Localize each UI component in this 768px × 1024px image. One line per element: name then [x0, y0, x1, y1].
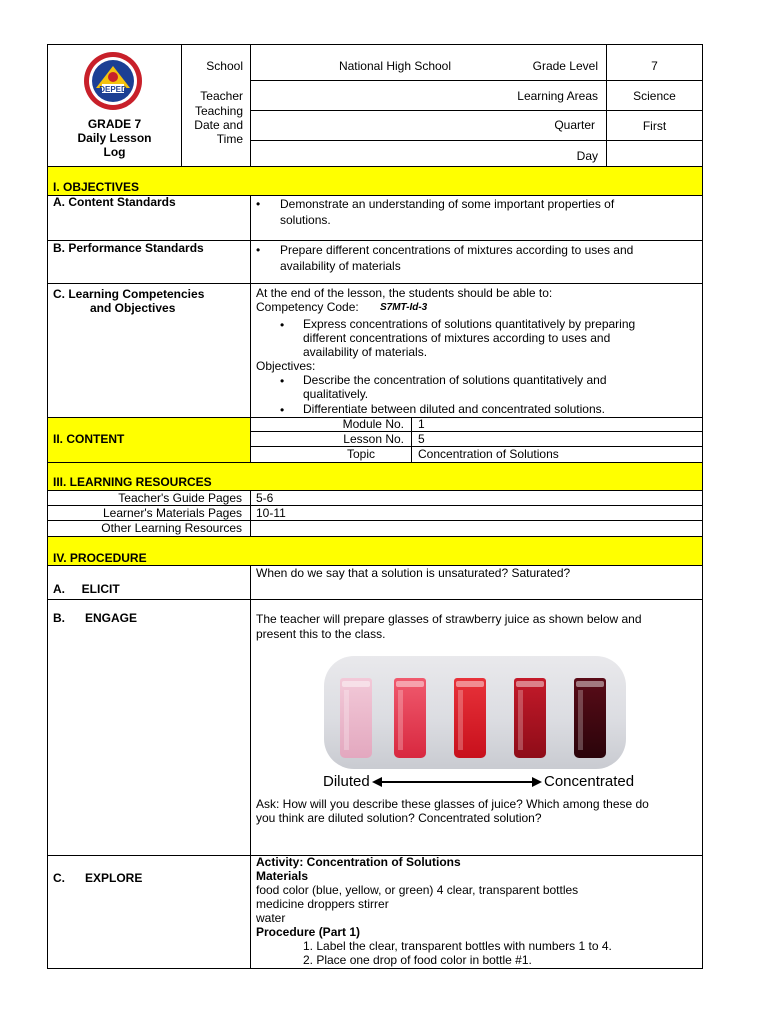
teaching-date-label-2: Date and	[194, 118, 243, 132]
bullet-icon: •	[280, 374, 285, 388]
bullet-icon: •	[256, 197, 261, 211]
grade-level-label: Grade Level	[532, 59, 598, 73]
procedure-heading: IV. PROCEDURE	[53, 551, 147, 565]
objectives-sublabel: Objectives:	[256, 359, 316, 373]
objective-1-line-1: Describe the concentration of solutions quantitatively and	[303, 373, 607, 387]
engage-line-1: The teacher will prepare glasses of strawberry juice as shown below and	[256, 612, 642, 626]
objective-1-line-2: qualitatively.	[303, 387, 369, 401]
content-standards-line-1: Demonstrate an understanding of some important properties of	[280, 197, 615, 211]
lesson-value: 5	[418, 432, 425, 446]
lesson-label: Lesson No.	[343, 432, 404, 446]
competencies-label-2: and Objectives	[90, 301, 176, 315]
activity-title: Activity: Concentration of Solutions	[256, 855, 461, 869]
school-value: National High School	[338, 59, 452, 73]
concentrated-label: Concentrated	[544, 773, 635, 790]
engage-label: B. ENGAGE	[53, 611, 138, 625]
objectives-heading: I. OBJECTIVES	[53, 180, 140, 194]
competency-code-label: Competency Code:	[256, 300, 359, 314]
performance-standards-label: B. Performance Standards	[53, 241, 204, 255]
elicit-label: A. ELICIT	[53, 582, 120, 596]
bullet-icon: •	[280, 403, 285, 417]
quarter-label: Quarter	[554, 118, 595, 132]
competency-line-2: different concentrations of mixtures according to uses and	[303, 331, 611, 345]
learners-materials-label: Learner's Materials Pages	[102, 506, 242, 520]
school-label: School	[206, 59, 243, 73]
diluted-label: Diluted	[323, 773, 370, 790]
performance-standards-line-2: availability of materials	[280, 259, 401, 273]
learning-areas-label: Learning Areas	[517, 89, 598, 103]
objectives-band	[48, 167, 702, 195]
day-label: Day	[576, 149, 598, 163]
title-line-2: Daily Lesson	[77, 131, 152, 145]
glass-4	[514, 678, 546, 758]
explore-label: C. EXPLORE	[53, 871, 143, 885]
competency-line-3: availability of materials.	[303, 345, 428, 359]
content-heading: II. CONTENT	[53, 432, 125, 446]
competency-line-1: Express concentrations of solutions quantitatively by preparing	[303, 317, 636, 331]
teachers-guide-label: Teacher's Guide Pages	[118, 491, 242, 505]
svg-text:DEPED: DEPED	[99, 85, 127, 94]
materials-line-3: water	[256, 911, 286, 925]
bullet-icon: •	[256, 243, 261, 257]
procedure-step-2: 2. Place one drop of food color in bottle #1.	[303, 953, 532, 967]
procedure-step-1: 1. Label the clear, transparent bottles with numbers 1 to 4.	[303, 939, 612, 953]
module-label: Module No.	[342, 417, 404, 431]
strawberry-juice-glasses-photo	[324, 656, 626, 769]
competencies-label-1: C. Learning Competencies	[53, 287, 205, 301]
teaching-date-label-3: Time	[216, 132, 243, 146]
glass-2	[394, 678, 426, 758]
learning-areas-value: Science	[633, 89, 676, 103]
grade-level-value: 7	[651, 59, 658, 73]
materials-heading: Materials	[256, 869, 309, 883]
content-standards-line-2: solutions.	[280, 213, 331, 227]
content-standards-label: A. Content Standards	[53, 195, 176, 209]
teacher-label: Teacher	[200, 89, 243, 103]
learners-materials-value: 10-11	[256, 506, 286, 520]
other-resources-label: Other Learning Resources	[101, 521, 242, 535]
engage-line-2: present this to the class.	[256, 627, 386, 641]
bullet-icon: •	[280, 318, 285, 332]
objectives-intro: At the end of the lesson, the students should be able to:	[256, 286, 553, 300]
elicit-text: When do we say that a solution is unsaturated? Saturated?	[256, 566, 571, 580]
quarter-value: First	[642, 119, 667, 133]
module-value: 1	[418, 417, 425, 431]
deped-seal-logo	[82, 50, 144, 112]
title-line-3: Log	[103, 145, 126, 159]
glass-5	[574, 678, 606, 758]
title-line-1: GRADE 7	[87, 117, 142, 131]
resources-heading: III. LEARNING RESOURCES	[53, 475, 212, 489]
materials-line-2: medicine droppers stirrer	[256, 897, 389, 911]
materials-line-1: food color (blue, yellow, or green) 4 clear, transparent bottles	[256, 883, 579, 897]
teachers-guide-value: 5-6	[256, 491, 274, 505]
ask-line-2: you think are diluted solution? Concentrated solution?	[256, 811, 542, 825]
topic-value: Concentration of Solutions	[418, 447, 559, 461]
objective-2: Differentiate between diluted and concentrated solutions.	[303, 402, 605, 416]
procedure-part1-heading: Procedure (Part 1)	[256, 925, 361, 939]
teaching-date-label-1: Teaching	[194, 104, 243, 118]
ask-line-1: Ask: How will you describe these glasses of juice? Which among these do	[256, 797, 649, 811]
glass-1	[340, 678, 372, 758]
glass-3	[454, 678, 486, 758]
competency-code-value: S7MT-Id-3	[380, 302, 428, 313]
performance-standards-line-1: Prepare different concentrations of mixtures according to uses and	[280, 243, 634, 257]
double-arrow-icon	[372, 774, 542, 790]
topic-label: Topic	[347, 447, 376, 461]
